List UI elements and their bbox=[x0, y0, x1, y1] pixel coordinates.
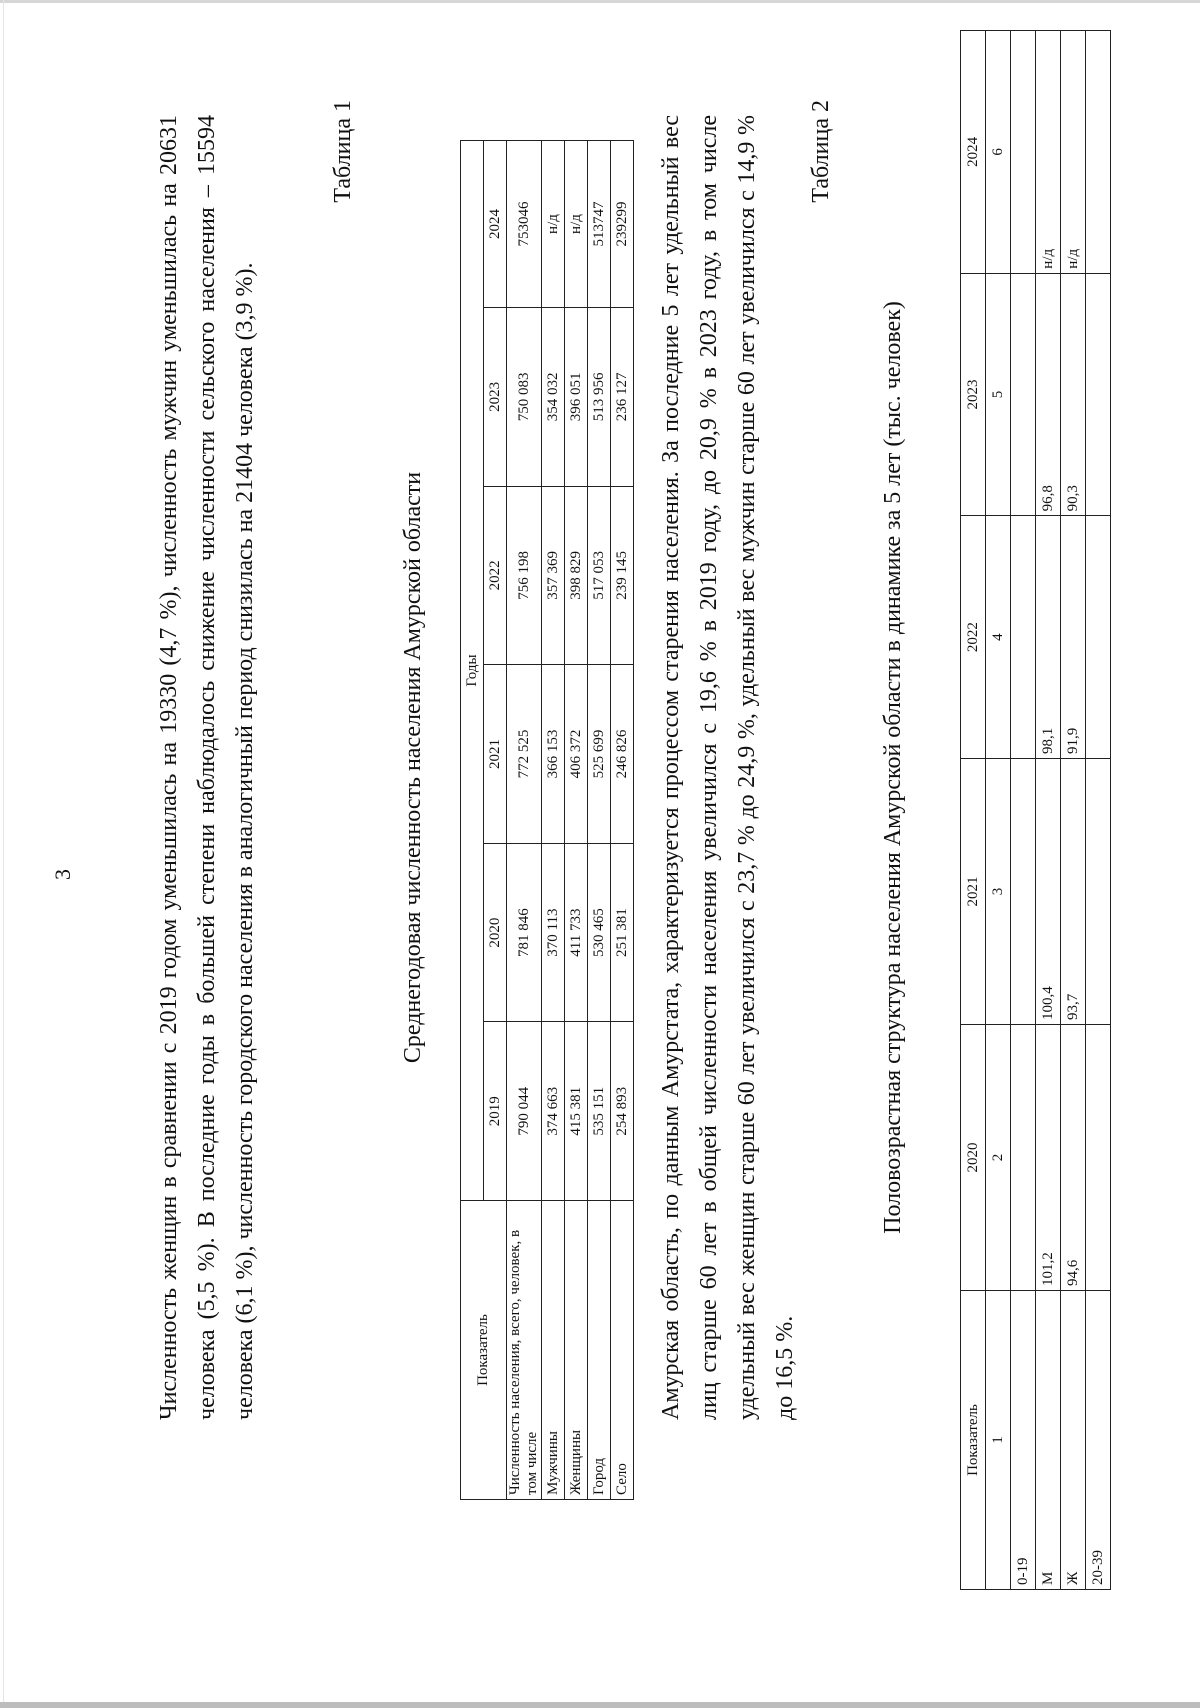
table2-cell bbox=[1011, 516, 1036, 759]
table-row bbox=[1061, 31, 1086, 1590]
table2-cell: 96,8 bbox=[1036, 273, 1061, 516]
table2-cell: 94,6 bbox=[1061, 1025, 1086, 1291]
table2-header-row bbox=[961, 31, 986, 1590]
table2-cell bbox=[1086, 273, 1111, 516]
table-row bbox=[588, 141, 611, 1500]
table1-header-indicator: Показатель bbox=[461, 1201, 507, 1500]
table2-row-label: 20-39 bbox=[1086, 1291, 1111, 1590]
table2-cell: 100,4 bbox=[1036, 759, 1061, 1025]
table2-col-number: 5 bbox=[986, 273, 1011, 516]
table-row bbox=[542, 141, 565, 1500]
table1-cell: 513747 bbox=[588, 141, 611, 308]
table2-row-label: М bbox=[1036, 1291, 1061, 1590]
table1-cell: 790 044 bbox=[507, 1022, 542, 1201]
table2-col-number: 6 bbox=[986, 31, 1011, 274]
table-row bbox=[507, 141, 542, 1500]
table-row bbox=[1086, 31, 1111, 1590]
table2-row-label: 0-19 bbox=[1011, 1291, 1036, 1590]
table2-col-number: 3 bbox=[986, 759, 1011, 1025]
page-number: 3 bbox=[50, 869, 75, 880]
table1-cell: 246 826 bbox=[611, 665, 634, 844]
table1-cell: 239299 bbox=[611, 141, 634, 308]
table-row bbox=[1036, 31, 1061, 1590]
table1-cell: 525 699 bbox=[588, 665, 611, 844]
table-population bbox=[460, 140, 634, 1500]
table2-cell: н/д bbox=[1061, 31, 1086, 274]
table-row bbox=[611, 141, 634, 1500]
table1-cell: 753046 bbox=[507, 141, 542, 308]
table2-col-number: 4 bbox=[986, 516, 1011, 759]
table2-caption: Таблица 2 bbox=[808, 100, 834, 203]
table1-row-label: Численность населения, всего, человек, в том числе bbox=[507, 1201, 542, 1500]
table2-year: 2020 bbox=[961, 1025, 986, 1291]
table1-cell: 411 733 bbox=[565, 843, 588, 1022]
table2-cell bbox=[1011, 273, 1036, 516]
table2-number-row bbox=[986, 31, 1011, 1590]
table2-cell bbox=[1011, 31, 1036, 274]
paragraph-population-decline: Численность женщин в сравнении с 2019 годом уменьшилась на 19330 (4,7 %), численность мужчин уменьшилась на 20631 человека (5,5 %). В последние годы в большей степени наблюдалось снижение численности сельского населения – 15594 человека (6,1 %), численность городского населения в аналогичный период снизилась на 21404 человека (3,9 %). bbox=[156, 115, 258, 1420]
table1-row-label: Мужчины bbox=[542, 1201, 565, 1500]
table1-row-label: Село bbox=[611, 1201, 634, 1500]
table1-cell: 357 369 bbox=[542, 486, 565, 665]
table2-cell bbox=[1086, 759, 1111, 1025]
table1-title: Среднегодовая численность населения Амурской области bbox=[400, 471, 426, 1064]
table1-cell: 750 083 bbox=[507, 308, 542, 487]
table2-cell bbox=[1011, 759, 1036, 1025]
table2-row-label: Ж bbox=[1061, 1291, 1086, 1590]
table1-cell: н/д bbox=[565, 141, 588, 308]
table2-cell: 90,3 bbox=[1061, 273, 1086, 516]
table2-year: 2022 bbox=[961, 516, 986, 759]
table2-cell bbox=[1086, 31, 1111, 274]
table1-cell: 756 198 bbox=[507, 486, 542, 665]
table1-year: 2020 bbox=[484, 843, 507, 1022]
table1-cell: 396 051 bbox=[565, 308, 588, 487]
table1-cell: 374 663 bbox=[542, 1022, 565, 1201]
table1-year: 2022 bbox=[484, 486, 507, 665]
table2-col-number: 1 bbox=[986, 1291, 1011, 1590]
table1-cell: 406 372 bbox=[565, 665, 588, 844]
table2-cell: н/д bbox=[1036, 31, 1061, 274]
table-sex-age-structure bbox=[960, 30, 1111, 1590]
table2-cell bbox=[1011, 1025, 1036, 1291]
table1-cell: 415 381 bbox=[565, 1022, 588, 1201]
table1-cell: 370 113 bbox=[542, 843, 565, 1022]
table1-cell: 236 127 bbox=[611, 308, 634, 487]
table1-year: 2021 bbox=[484, 665, 507, 844]
table1-cell: н/д bbox=[542, 141, 565, 308]
table2-cell: 91,9 bbox=[1061, 516, 1086, 759]
table1-cell: 535 151 bbox=[588, 1022, 611, 1201]
table2-year: 2024 bbox=[961, 31, 986, 274]
table1-cell: 251 381 bbox=[611, 843, 634, 1022]
table2-col-number: 2 bbox=[986, 1025, 1011, 1291]
table1-year: 2023 bbox=[484, 308, 507, 487]
table1-cell: 772 525 bbox=[507, 665, 542, 844]
table1-cell: 530 465 bbox=[588, 843, 611, 1022]
table1-cell: 254 893 bbox=[611, 1022, 634, 1201]
scan-edge-left bbox=[3, 0, 4, 1708]
table2-cell: 101,2 bbox=[1036, 1025, 1061, 1291]
table1-header-row bbox=[461, 141, 484, 1500]
table1-cell: 239 145 bbox=[611, 486, 634, 665]
table1-cell: 398 829 bbox=[565, 486, 588, 665]
table2-header-indicator: Показатель bbox=[961, 1291, 986, 1590]
table1-row-label: Город bbox=[588, 1201, 611, 1500]
table1-year: 2019 bbox=[484, 1022, 507, 1201]
table1-cell: 781 846 bbox=[507, 843, 542, 1022]
table1-cell: 354 032 bbox=[542, 308, 565, 487]
rotated-page bbox=[30, 40, 1160, 1660]
scan-edge-bottom bbox=[0, 1702, 1200, 1708]
table1-cell: 517 053 bbox=[588, 486, 611, 665]
table-row bbox=[1011, 31, 1036, 1590]
table2-cell bbox=[1086, 516, 1111, 759]
table1-cell: 366 153 bbox=[542, 665, 565, 844]
table1-year: 2024 bbox=[484, 141, 507, 308]
table2-year: 2021 bbox=[961, 759, 986, 1025]
table1-row-label: Женщины bbox=[565, 1201, 588, 1500]
table2-cell: 98,1 bbox=[1036, 516, 1061, 759]
table1-caption: Таблица 1 bbox=[330, 100, 356, 203]
scan-edge-top bbox=[0, 0, 1200, 3]
paragraph-population-aging: Амурская область, по данным Амурстата, характеризуется процессом старения населения. За последние 5 лет удельный вес лиц старше 60 лет в общей численности населения увеличился с 19,6 % в 2019 году, до 20,9 % в 2023 году, в том числе удельный вес женщин старше 60 лет увеличился с 23,7 % до 24,9 %, удельный вес мужчин старше 60 лет увеличился с 14,9 % до 16,5 %. bbox=[658, 115, 798, 1420]
table2-title: Половозрастная структура населения Амурской области в динамике за 5 лет (тыс. человек) bbox=[880, 301, 906, 1234]
table2-cell: 93,7 bbox=[1061, 759, 1086, 1025]
table1-header-years: Годы bbox=[461, 141, 484, 1201]
table-row bbox=[565, 141, 588, 1500]
table1-cell: 513 956 bbox=[588, 308, 611, 487]
table2-cell bbox=[1086, 1025, 1111, 1291]
table2-year: 2023 bbox=[961, 273, 986, 516]
